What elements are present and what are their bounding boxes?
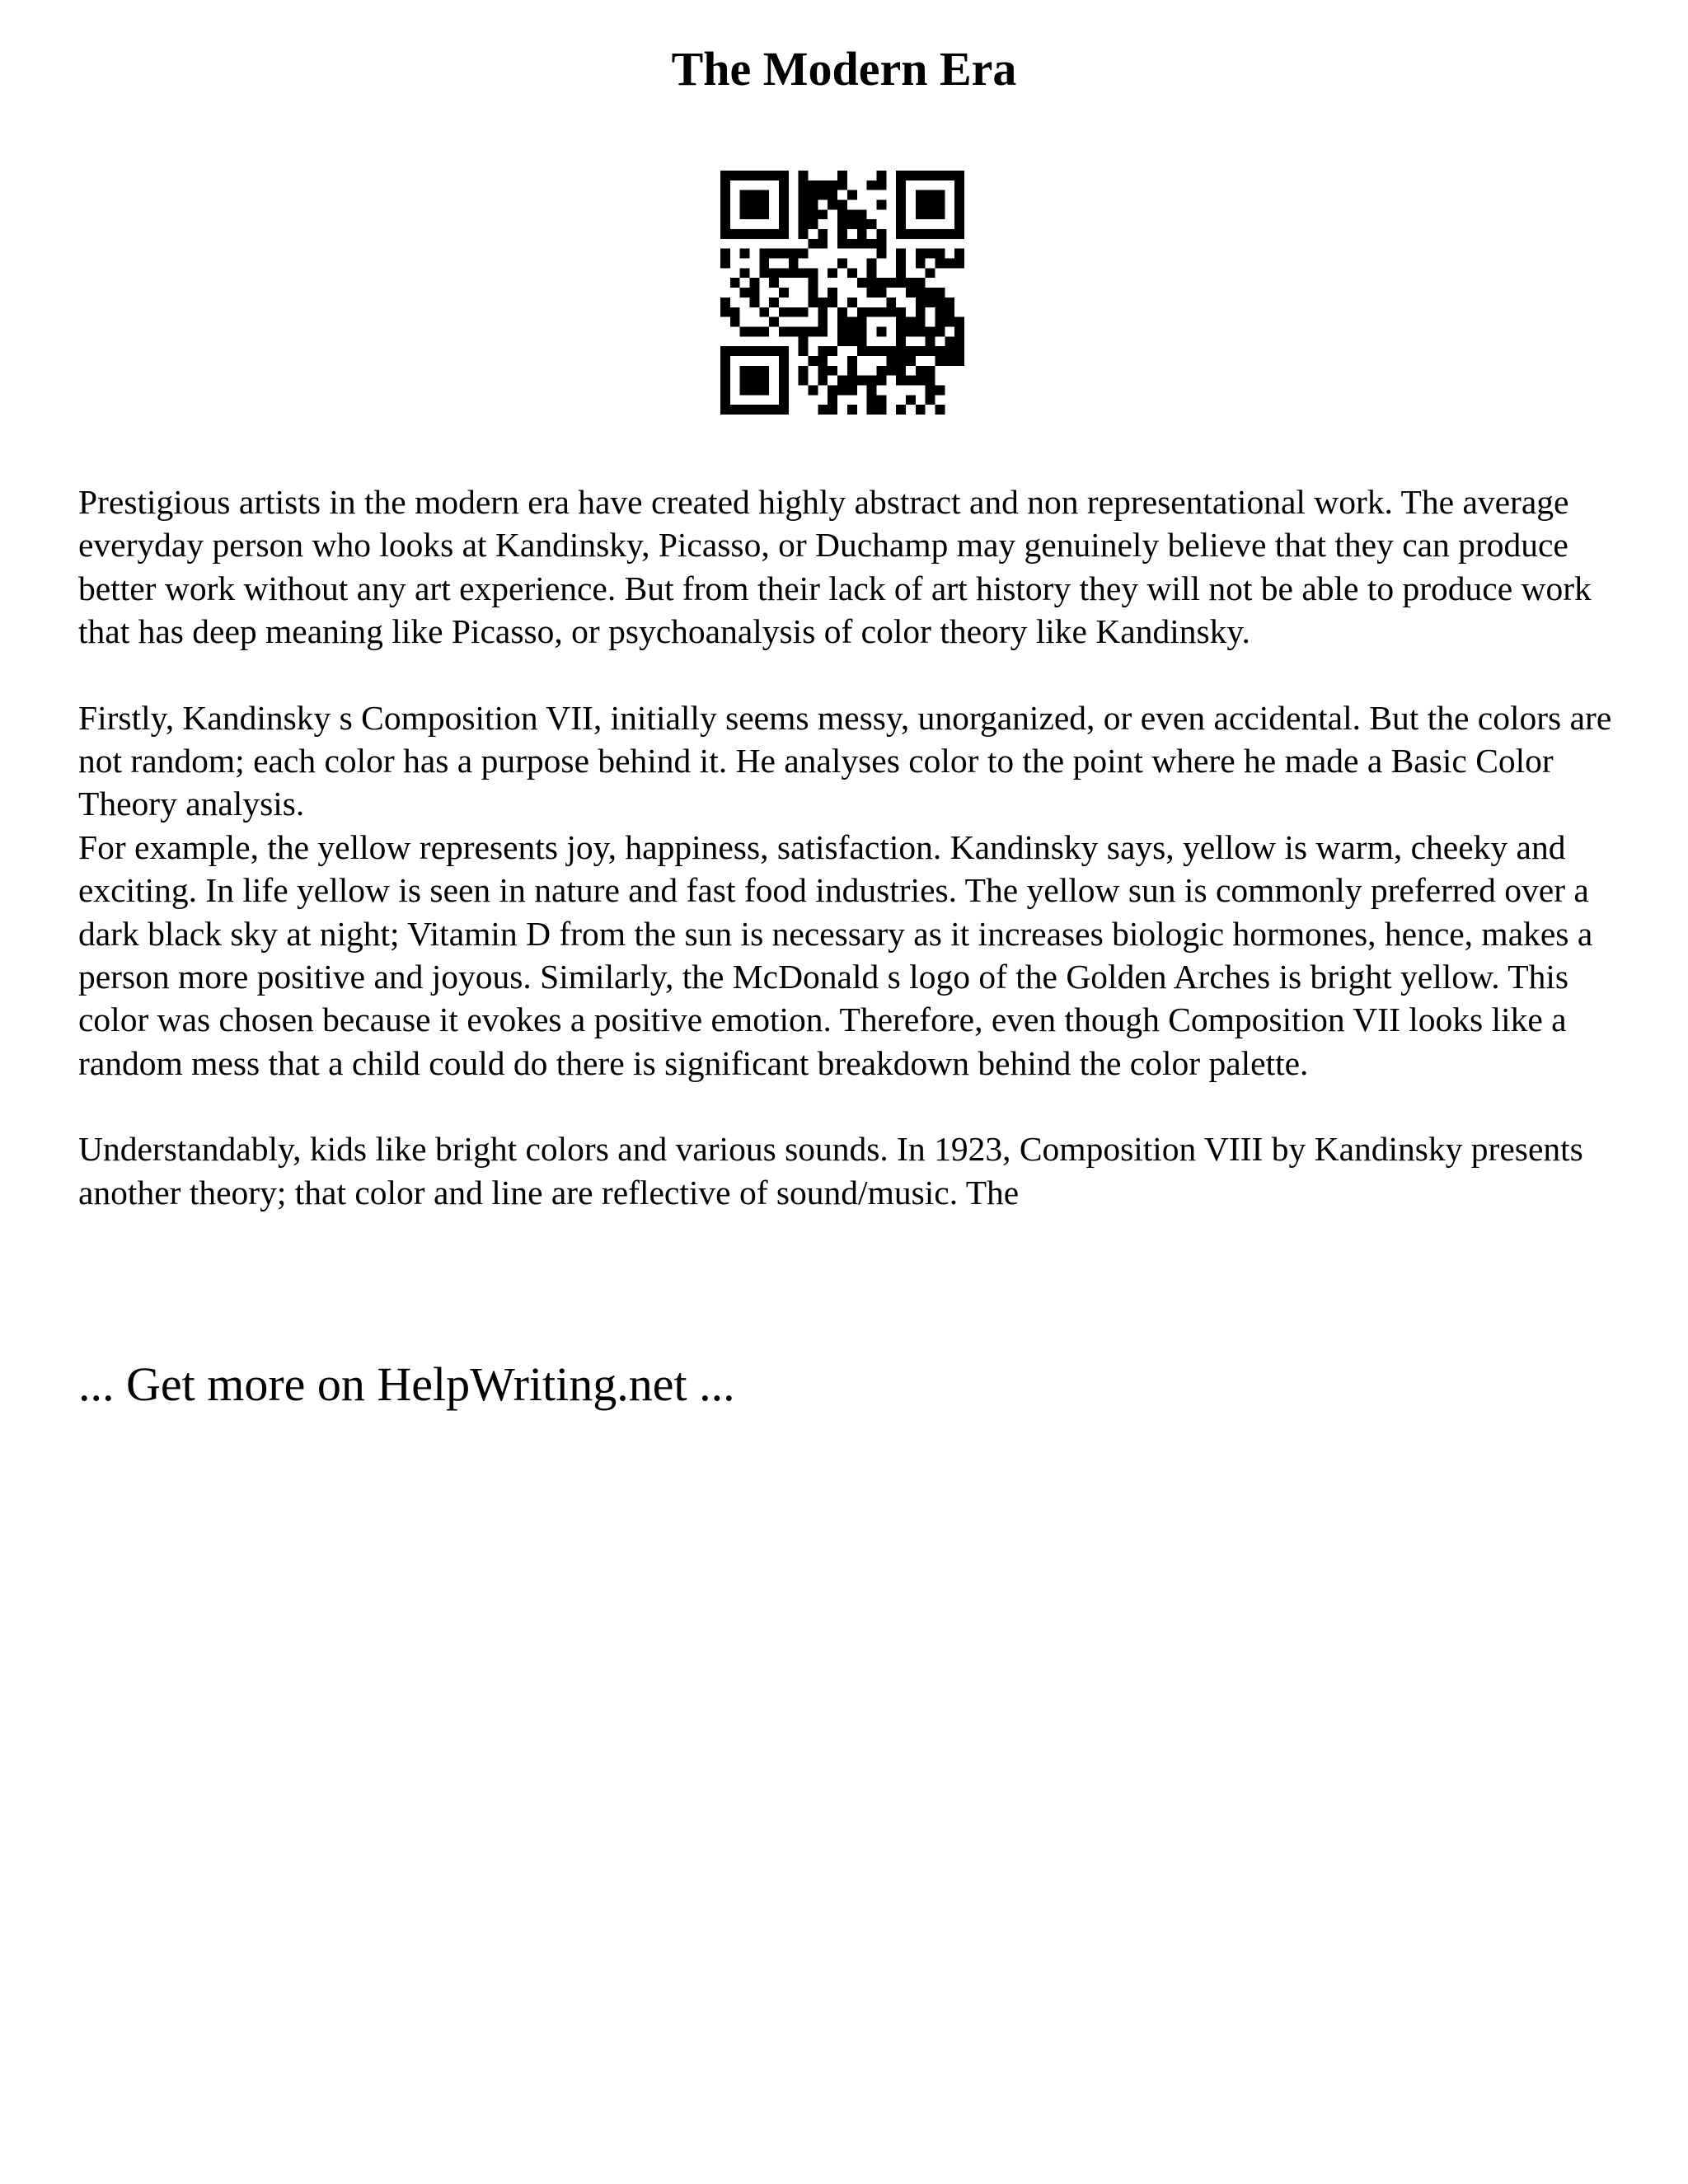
qr-code-icon	[720, 171, 964, 415]
paragraph-yellow-example: For example, the yellow represents joy, happiness, satisfaction. Kandinsky says, yellow is warm, cheeky and exciting. In life yellow is seen in nature and fast food industries. The yellow sun is commonly preferred over a dark black sky at night; Vitamin D from the sun is necessary as it increases biologic hormones, hence, makes a person more positive and joyous. Similarly, the McDonald s logo of the Golden Arches is bright yellow. This color was chosen because it evokes a positive emotion. Therefore, even though Composition VII looks like a random mess that a child could do there is significant breakdown behind the color palette.	[78, 827, 1593, 1082]
article-body	[78, 480, 1628, 1214]
page-title: The Modern Era	[671, 42, 1017, 96]
get-more-link[interactable]: ... Get more on HelpWriting.net ...	[78, 1357, 735, 1411]
paragraph-intro: Prestigious artists in the modern era have created highly abstract and non representational work. The average everyday person who looks at Kandinsky, Picasso, or Duchamp may genuinely believe that they can produce better work without any art experience. But from their lack of art history they will not be able to produce work that has deep meaning like Picasso, or psychoanalysis of color theory like Kandinsky.	[78, 483, 1592, 651]
paragraph-composition-vii: Firstly, Kandinsky s Composition VII, initially seems messy, unorganized, or even accidental. But the colors are not random; each color has a purpose behind it. He analyses color to the point where he made a Basic Color Theory analysis.	[78, 698, 1612, 823]
paragraph-composition-viii: Understandably, kids like bright colors and various sounds. In 1923, Composition VIII by Kandinsky presents another theory; that color and line are reflective of sound/music. The	[78, 1130, 1583, 1212]
